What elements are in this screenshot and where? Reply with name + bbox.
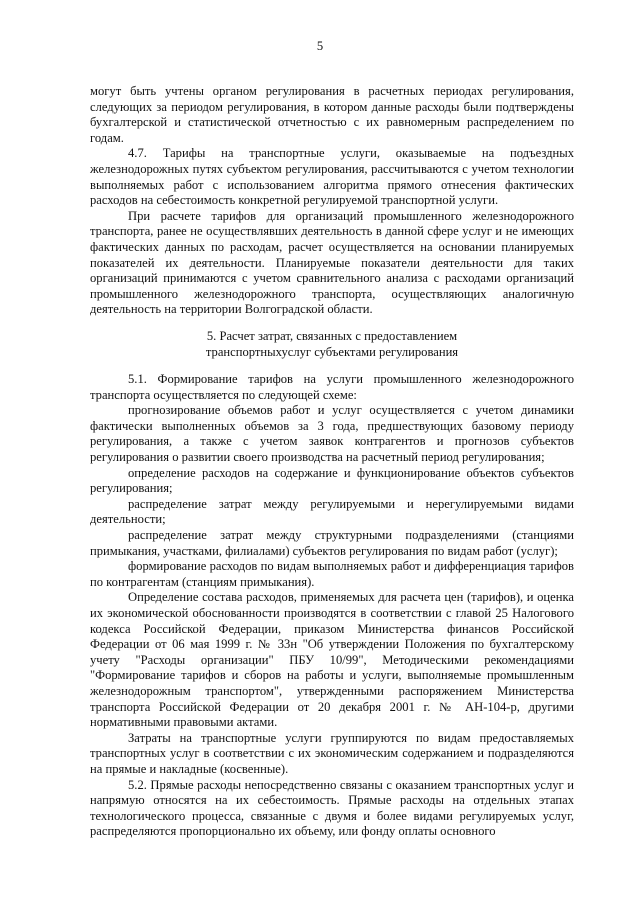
paragraphs-bottom [90,372,574,840]
document-body [90,84,574,840]
paragraph: 5.1. Формирование тарифов на услуги промышленного железнодорожного транспорта осуществляется по следующей схеме: [90,372,574,402]
paragraph: прогнозирование объемов работ и услуг осуществляется с учетом динамики фактически выполненных объемов за 3 года, предшествующих базовому периоду регулирования, а также с учетом заявок контрагентов и прогнозов субъектов регулирования о развитии своего производства на расчетный период регулирования; [90,403,574,465]
paragraph: При расчете тарифов для организаций промышленного железнодорожного транспорта, ранее не осуществлявших деятельность в данной сфере услуг и не имеющих фактических данных по расходам, расчет осуществляется на основании планируемых показателей их деятельности. Планируемые показатели деятельности для таких организаций принимаются с учетом сравнительного анализа с расходами организаций промышленного железнодорожного транспорта, осуществляющих аналогичную деятельность на территории Волгоградской области. [90,208,574,317]
section-heading-line1: 5. Расчет затрат, связанных с предоставлением [206,328,458,343]
paragraph: формирование расходов по видам выполняемых работ и дифференциация тарифов по контрагентам (станциям примыкания). [90,559,574,589]
paragraph: Затраты на транспортные услуги группируются по видам предоставляемых транспортных услуг в соответствии с их экономическим содержанием и подразделяются на прямые и накладные (косвенные). [90,730,574,776]
section-heading-line2: транспортныхуслуг субъектами регулирования [205,344,459,359]
paragraph: могут быть учтены органом регулирования в расчетных периодах регулирования, следующих за периодом регулирования, в котором данные расходы были подтверждены бухгалтерской и статистической отчетностью с их равномерным распределением по годам. [90,84,574,145]
paragraph: распределение затрат между структурными подразделениями (станциями примыкания, участками, филиалами) субъектов регулирования по видам работ (услуг); [90,528,574,558]
paragraph: 5.2. Прямые расходы непосредственно связаны с оказанием транспортных услуг и напрямую относятся на их себестоимость. Прямые расходы на отдельных этапах технологического процесса, связанные с двумя и более видами регулируемых услуг, распределяются пропорционально их объему, или фонду оплаты основного [90,777,574,839]
paragraphs-top [90,84,574,318]
paragraph: Определение состава расходов, применяемых для расчета цен (тарифов), и оценка их экономической обоснованности производятся в соответствии с главой 25 Налогового кодекса Российской Федерации, приказом Министерства финансов Российской Федерации от 06 мая 1999 г. № 33н "Об утверждении Положения по бухгалтерскому учету "Расходы организации" ПБУ 10/99", Методическими рекомендациями "Формирование тарифов и сборов на работы и услуги, выполняемые промышленным железнодорожным транспортом", утвержденными распоряжением Министерства транспорта Российской Федерации от 20 декабря 2001 г. № АН-104-р, другими нормативными правовыми актами. [90,590,574,730]
paragraph: 4.7. Тарифы на транспортные услуги, оказываемые на подъездных железнодорожных путях субъектом регулирования, рассчитываются с учетом технологии выполняемых работ с использованием алгоритма прямого отнесения фактических расходов на себестоимость конкретной регулируемой транспортной услуги. [90,146,574,208]
paragraph: распределение затрат между регулируемыми и нерегулируемыми видами деятельности; [90,496,574,527]
section-heading [90,329,574,360]
paragraph: определение расходов на содержание и функционирование объектов субъектов регулирования; [90,465,574,496]
page-number: 5 [316,39,324,53]
